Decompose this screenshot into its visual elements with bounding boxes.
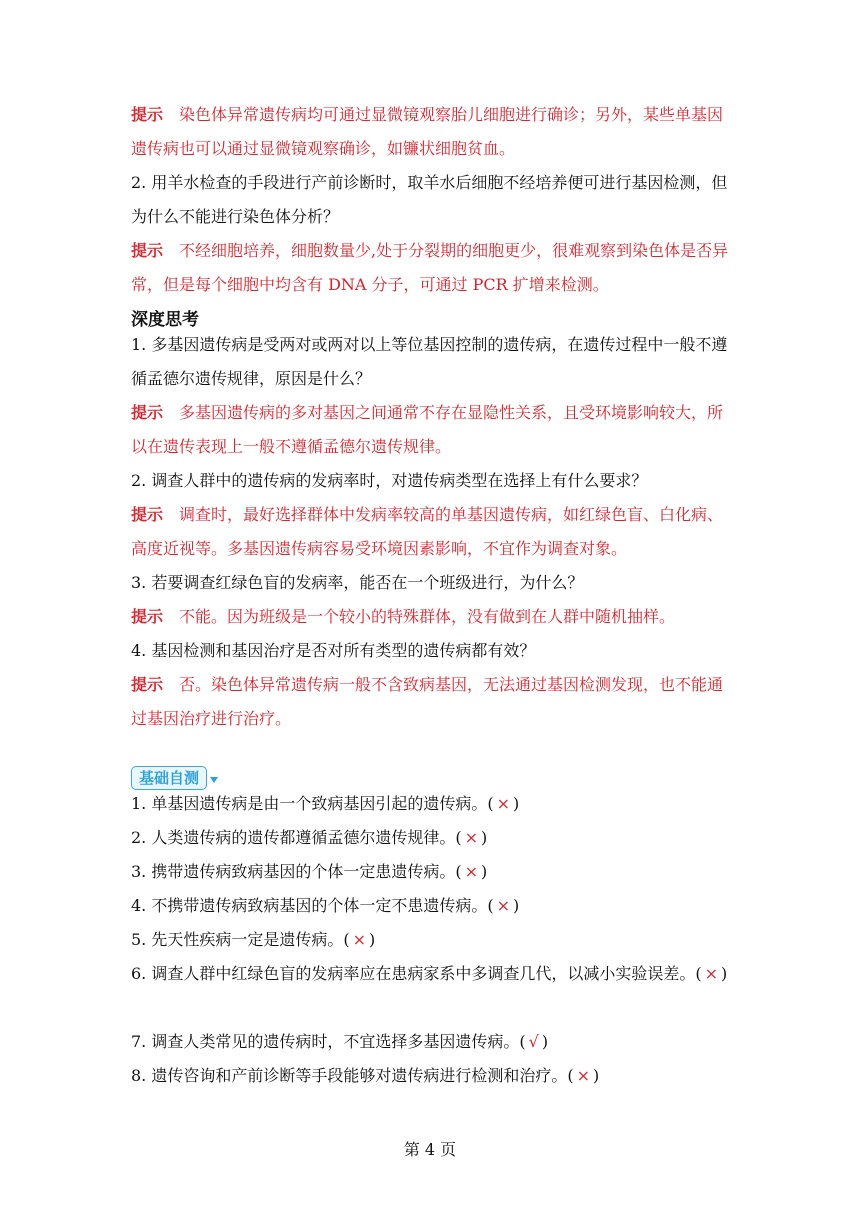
self-test-item: 8. 遗传咨询和产前诊断等手段能够对遗传病进行检测和治疗。( × ) [131, 1066, 600, 1085]
self-test-statement: 7. 调查人类常见的遗传病时，不宜选择多基因遗传病。 [131, 1032, 520, 1051]
hint-text: 染色体异常遗传病均可通过显微镜观察胎儿细胞进行确诊；另外，某些单基因遗传病也可以通过显微镜观察确诊，如镰状细胞贫血。 [131, 105, 724, 158]
question-paragraph: 3. 若要调查红绿色盲的发病率，能否在一个班级进行，为什么？ [131, 573, 584, 592]
self-test-statement: 8. 遗传咨询和产前诊断等手段能够对遗传病进行检测和治疗。 [131, 1066, 568, 1085]
self-test-item: 1. 单基因遗传病是由一个致病基因引起的遗传病。( × ) [131, 794, 520, 813]
hint-paragraph [131, 498, 731, 566]
self-test-statement: 3. 携带遗传病致病基因的个体一定患遗传病。 [131, 862, 456, 881]
answer-mark: × [576, 1066, 591, 1085]
hint-paragraph [131, 396, 731, 464]
self-test-item: 3. 携带遗传病致病基因的个体一定患遗传病。( × ) [131, 862, 488, 881]
answer-mark: × [704, 964, 719, 983]
self-test-item: 5. 先天性疾病一定是遗传病。( × ) [131, 930, 376, 949]
self-test-badge-label: 基础自测 [131, 766, 207, 790]
answer-mark: × [464, 862, 479, 881]
hint-label: 提示 [131, 505, 164, 524]
hint-text: 调查时，最好选择群体中发病率较高的单基因遗传病，如红绿色盲、白化病、高度近视等。多基因遗传病容易受环境因素影响，不宜作为调查对象。 [131, 505, 724, 558]
hint-text: 不经细胞培养，细胞数量少,处于分裂期的细胞更少，很难观察到染色体是否异常，但是每个细胞中均含有 DNA 分子，可通过 PCR 扩增来检测。 [131, 241, 729, 294]
hint-text: 不能。因为班级是一个较小的特殊群体，没有做到在人群中随机抽样。 [179, 607, 676, 626]
self-test-statement: 4. 不携带遗传病致病基因的个体一定不患遗传病。 [131, 896, 488, 915]
self-test-statement: 2. 人类遗传病的遗传都遵循孟德尔遗传规律。 [131, 828, 456, 847]
hint-paragraph [131, 234, 731, 302]
hint-label: 提示 [131, 241, 164, 260]
section-title-deep-thinking: 深度思考 [131, 310, 199, 330]
hint-text: 否。染色体异常遗传病一般不含致病基因，无法通过基因检测发现，也不能通过基因治疗进行治疗。 [131, 675, 724, 728]
answer-mark: × [464, 828, 479, 847]
question-paragraph: 2. 调查人群中的遗传病的发病率时，对遗传病类型在选择上有什么要求？ [131, 471, 648, 490]
self-test-item: 2. 人类遗传病的遗传都遵循孟德尔遗传规律。( × ) [131, 828, 488, 847]
self-test-item: 6. 调查人群中红绿色盲的发病率应在患病家系中多调查几代，以减小实验误差。( × ) [131, 964, 728, 983]
hint-text: 多基因遗传病的多对基因之间通常不存在显隐性关系，且受环境影响较大，所以在遗传表现上一般不遵循孟德尔遗传规律。 [131, 403, 724, 456]
self-test-statement: 5. 先天性疾病一定是遗传病。 [131, 930, 344, 949]
question-paragraph: 2. 用羊水检查的手段进行产前诊断时，取羊水后细胞不经培养便可进行基因检测，但为什么不能进行染色体分析？ [131, 173, 728, 226]
answer-mark: × [352, 930, 367, 949]
self-test-statement: 6. 调查人群中红绿色盲的发病率应在患病家系中多调查几代，以减小实验误差。 [131, 964, 696, 983]
page-number: 第 4 页 [403, 1140, 457, 1159]
question-paragraph: 1. 多基因遗传病是受两对或两对以上等位基因控制的遗传病，在遗传过程中一般不遵循孟德尔遗传规律，原因是什么？ [131, 335, 728, 388]
answer-mark: × [496, 896, 511, 915]
hint-label: 提示 [131, 403, 164, 422]
hint-paragraph [131, 600, 731, 634]
answer-mark: √ [528, 1032, 539, 1051]
hint-label: 提示 [131, 675, 164, 694]
self-test-item: 4. 不携带遗传病致病基因的个体一定不患遗传病。( × ) [131, 896, 520, 915]
self-test-statement: 1. 单基因遗传病是由一个致病基因引起的遗传病。 [131, 794, 488, 813]
question-paragraph: 4. 基因检测和基因治疗是否对所有类型的遗传病都有效？ [131, 641, 536, 660]
hint-label: 提示 [131, 105, 164, 124]
hint-paragraph [131, 668, 731, 736]
triangle-down-icon [210, 777, 218, 783]
hint-label: 提示 [131, 607, 164, 626]
self-test-item: 7. 调查人类常见的遗传病时，不宜选择多基因遗传病。( √ ) [131, 1032, 549, 1051]
answer-mark: × [496, 794, 511, 813]
hint-paragraph [131, 98, 731, 166]
